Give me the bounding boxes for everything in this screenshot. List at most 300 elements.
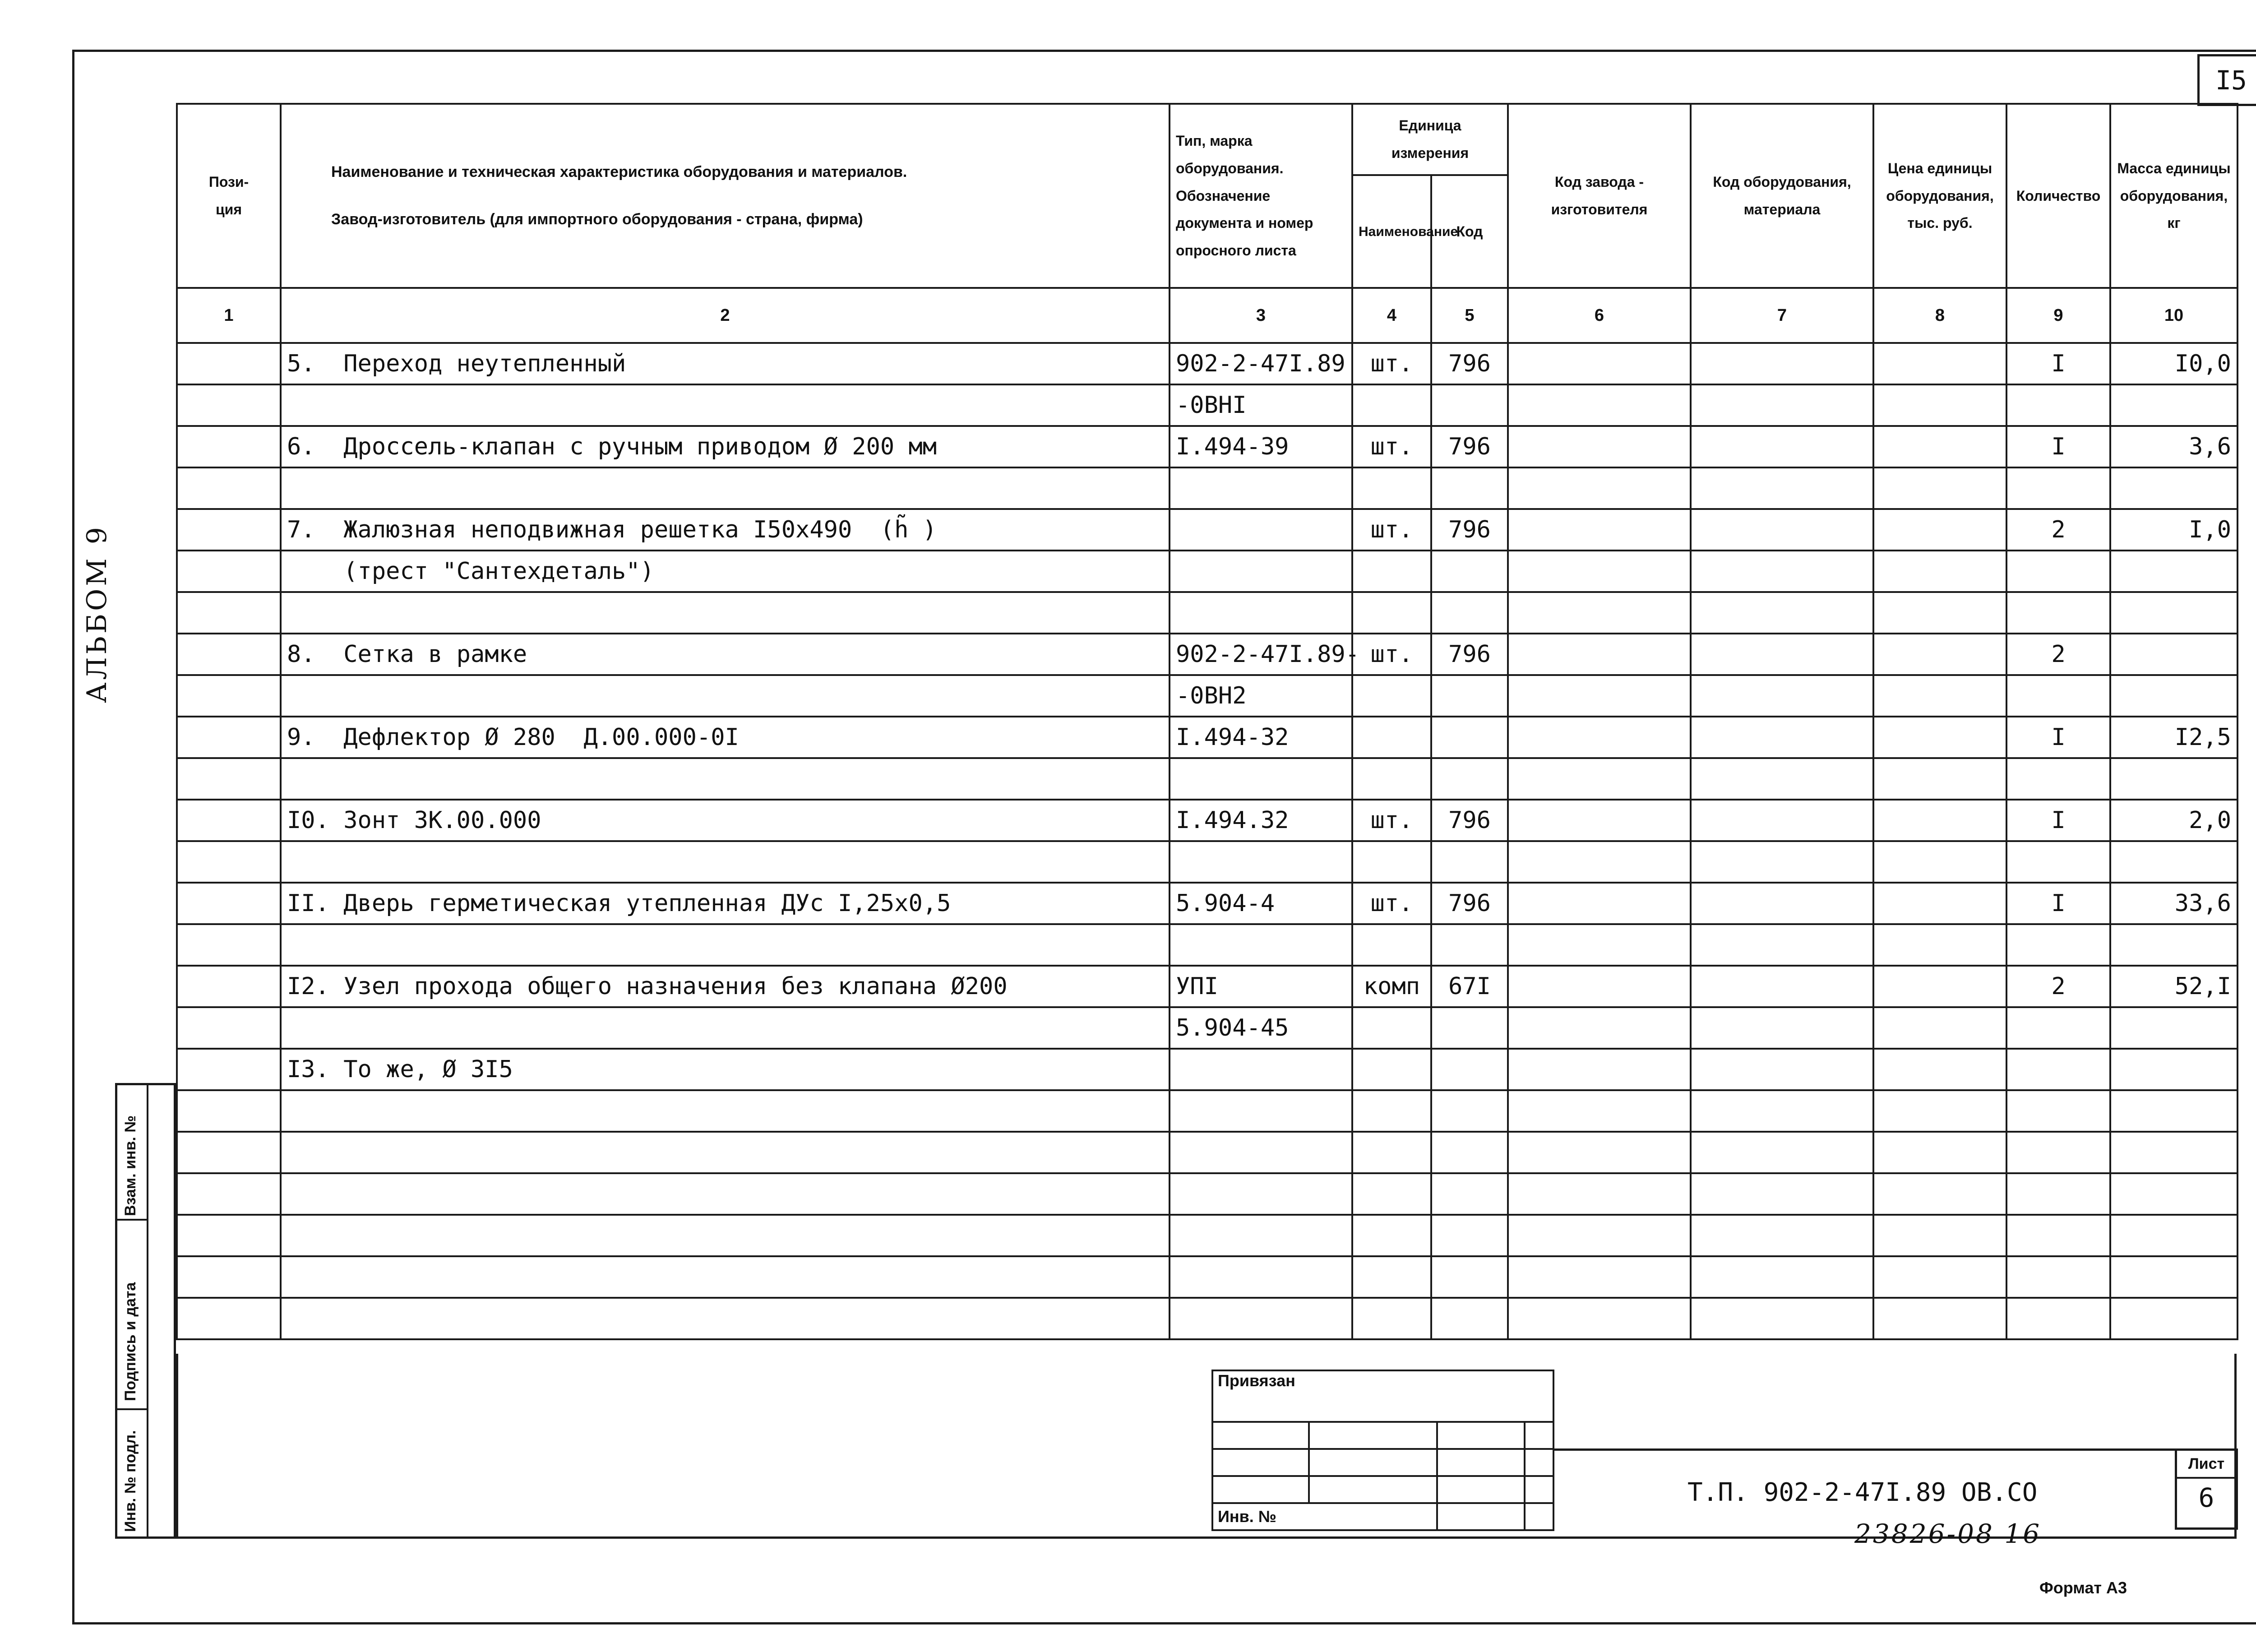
- header-position: Пози- ция: [177, 104, 281, 288]
- position-cell: [177, 883, 281, 924]
- equipment-code-cell: [1691, 551, 1873, 592]
- unit-cell: шт.: [1352, 883, 1431, 924]
- col-number: 10: [2110, 288, 2238, 343]
- price-cell: [1873, 1049, 2006, 1090]
- type-cell: [1170, 592, 1352, 634]
- header-price: Цена единицы оборудования, тыс. руб.: [1873, 104, 2006, 288]
- side-cell-sign-date: [117, 1221, 147, 1410]
- quantity-cell: [2006, 1090, 2110, 1132]
- unit-cell: шт.: [1352, 800, 1431, 841]
- header-type: Тип, марка оборудования. Обозначение документа и номер опросного листа: [1170, 104, 1352, 288]
- factory-code-cell: [1508, 841, 1691, 883]
- equipment-code-cell: [1691, 1215, 1873, 1256]
- table-row: [177, 467, 2238, 509]
- name-cell: [281, 675, 1170, 717]
- position-cell: [177, 924, 281, 966]
- quantity-cell: I: [2006, 883, 2110, 924]
- factory-code-cell: [1508, 1090, 1691, 1132]
- mass-cell: [2110, 758, 2238, 800]
- quantity-cell: [2006, 841, 2110, 883]
- mass-cell: [2110, 384, 2238, 426]
- position-cell: [177, 1298, 281, 1339]
- table-row: [177, 634, 2238, 675]
- mass-cell: I2,5: [2110, 717, 2238, 758]
- price-cell: [1873, 1256, 2006, 1298]
- table-row: [177, 841, 2238, 883]
- equipment-code-cell: [1691, 717, 1873, 758]
- type-cell: I.494-32: [1170, 717, 1352, 758]
- table-row: [177, 1256, 2238, 1298]
- price-cell: [1873, 758, 2006, 800]
- unit-cell: [1352, 1215, 1431, 1256]
- unit-code-cell: [1431, 467, 1508, 509]
- price-cell: [1873, 592, 2006, 634]
- equipment-code-cell: [1691, 384, 1873, 426]
- table-row: [177, 966, 2238, 1007]
- quantity-cell: [2006, 924, 2110, 966]
- name-cell: [281, 841, 1170, 883]
- equipment-code-cell: [1691, 509, 1873, 551]
- unit-code-cell: [1431, 1132, 1508, 1173]
- table-row: [177, 758, 2238, 800]
- header-quantity: Количество: [2006, 104, 2110, 288]
- type-cell: [1170, 1215, 1352, 1256]
- unit-code-cell: [1431, 1298, 1508, 1339]
- factory-code-cell: [1508, 1007, 1691, 1049]
- mass-cell: I0,0: [2110, 343, 2238, 384]
- table-row: [177, 1173, 2238, 1215]
- sheet-number: 6: [2198, 1482, 2214, 1513]
- price-cell: [1873, 966, 2006, 1007]
- col-number: 1: [177, 288, 281, 343]
- price-cell: [1873, 717, 2006, 758]
- equipment-code-cell: [1691, 841, 1873, 883]
- side-label-ref-inv: Взам. инв. №: [122, 1115, 139, 1216]
- price-cell: [1873, 1173, 2006, 1215]
- quantity-cell: I: [2006, 426, 2110, 467]
- name-cell: [281, 1132, 1170, 1173]
- type-cell: 902-2-47I.89: [1170, 343, 1352, 384]
- unit-code-cell: 67I: [1431, 966, 1508, 1007]
- name-cell: [281, 1215, 1170, 1256]
- unit-code-cell: [1431, 1215, 1508, 1256]
- col-number: 7: [1691, 288, 1873, 343]
- header-factory-code: Код завода - изготовителя: [1508, 104, 1691, 288]
- header-unit-group: Единица измерения: [1352, 104, 1508, 175]
- quantity-cell: [2006, 1256, 2110, 1298]
- type-cell: [1170, 841, 1352, 883]
- type-cell: [1170, 758, 1352, 800]
- handwritten-number: 23826-08 16: [1854, 1518, 2042, 1549]
- price-cell: [1873, 841, 2006, 883]
- equipment-code-cell: [1691, 634, 1873, 675]
- equipment-code-cell: [1691, 426, 1873, 467]
- unit-cell: [1352, 924, 1431, 966]
- unit-cell: [1352, 717, 1431, 758]
- name-cell: [281, 1256, 1170, 1298]
- price-cell: [1873, 1215, 2006, 1256]
- unit-code-cell: [1431, 1256, 1508, 1298]
- mass-cell: [2110, 1090, 2238, 1132]
- quantity-cell: [2006, 467, 2110, 509]
- unit-code-cell: [1431, 592, 1508, 634]
- unit-code-cell: [1431, 717, 1508, 758]
- quantity-cell: [2006, 758, 2110, 800]
- table-row: [177, 592, 2238, 634]
- name-cell: I2. Узел прохода общего назначения без клапана Ø200: [281, 966, 1170, 1007]
- factory-code-cell: [1508, 1132, 1691, 1173]
- factory-code-cell: [1508, 634, 1691, 675]
- unit-cell: [1352, 384, 1431, 426]
- specification-table: [176, 103, 2238, 1340]
- name-cell: [281, 924, 1170, 966]
- table-row: [177, 509, 2238, 551]
- table-row: [177, 924, 2238, 966]
- price-cell: [1873, 634, 2006, 675]
- factory-code-cell: [1508, 1049, 1691, 1090]
- mass-cell: 52,I: [2110, 966, 2238, 1007]
- col-number: 4: [1352, 288, 1431, 343]
- factory-code-cell: [1508, 384, 1691, 426]
- table-row: [177, 1007, 2238, 1049]
- unit-cell: [1352, 758, 1431, 800]
- album-label: АЛЬБОМ 9: [81, 524, 113, 703]
- col-number: 8: [1873, 288, 2006, 343]
- name-cell: I3. То же, Ø 3I5: [281, 1049, 1170, 1090]
- type-cell: [1170, 1298, 1352, 1339]
- price-cell: [1873, 551, 2006, 592]
- equipment-code-cell: [1691, 883, 1873, 924]
- unit-code-cell: 796: [1431, 634, 1508, 675]
- table-row: [177, 1215, 2238, 1256]
- stamp-inv-label: Инв. №: [1212, 1503, 1437, 1530]
- position-cell: [177, 1215, 281, 1256]
- equipment-code-cell: [1691, 675, 1873, 717]
- type-cell: -0ВНI: [1170, 384, 1352, 426]
- type-cell: [1170, 1173, 1352, 1215]
- equipment-code-cell: [1691, 800, 1873, 841]
- position-cell: [177, 384, 281, 426]
- unit-cell: [1352, 551, 1431, 592]
- factory-code-cell: [1508, 467, 1691, 509]
- side-cell-orig-inv: [117, 1410, 147, 1539]
- side-cell-ref-inv: [117, 1085, 147, 1221]
- format-label: Формат А3: [2039, 1578, 2127, 1597]
- type-cell: [1170, 467, 1352, 509]
- side-label-sign-date: Подпись и дата: [122, 1282, 139, 1401]
- mass-cell: [2110, 675, 2238, 717]
- unit-cell: [1352, 467, 1431, 509]
- quantity-cell: [2006, 592, 2110, 634]
- unit-code-cell: [1431, 841, 1508, 883]
- equipment-code-cell: [1691, 758, 1873, 800]
- factory-code-cell: [1508, 675, 1691, 717]
- table-row: [177, 717, 2238, 758]
- name-cell: [281, 1007, 1170, 1049]
- price-cell: [1873, 1298, 2006, 1339]
- factory-code-cell: [1508, 758, 1691, 800]
- table-row: [177, 883, 2238, 924]
- position-cell: [177, 509, 281, 551]
- side-label-orig-inv: Инв. № подл.: [122, 1430, 139, 1532]
- factory-code-cell: [1508, 1298, 1691, 1339]
- table-row: [177, 1298, 2238, 1339]
- price-cell: [1873, 1132, 2006, 1173]
- type-cell: 902-2-47I.89-: [1170, 634, 1352, 675]
- mass-cell: [2110, 841, 2238, 883]
- unit-cell: [1352, 1173, 1431, 1215]
- type-cell: [1170, 509, 1352, 551]
- table-row: [177, 675, 2238, 717]
- factory-code-cell: [1508, 1215, 1691, 1256]
- mass-cell: [2110, 924, 2238, 966]
- unit-code-cell: 796: [1431, 426, 1508, 467]
- position-cell: [177, 675, 281, 717]
- name-cell: I0. Зонт ЗК.00.000: [281, 800, 1170, 841]
- header-name-title: Наименование и техническая характеристика оборудования и материалов.: [331, 163, 907, 181]
- name-cell: [281, 592, 1170, 634]
- quantity-cell: 2: [2006, 509, 2110, 551]
- name-cell: II. Дверь герметическая утепленная ДУс I,25х0,5: [281, 883, 1170, 924]
- factory-code-cell: [1508, 717, 1691, 758]
- position-cell: [177, 841, 281, 883]
- unit-cell: [1352, 1049, 1431, 1090]
- quantity-cell: 2: [2006, 966, 2110, 1007]
- position-cell: [177, 800, 281, 841]
- factory-code-cell: [1508, 924, 1691, 966]
- unit-cell: комп: [1352, 966, 1431, 1007]
- factory-code-cell: [1508, 426, 1691, 467]
- sheet-corner-number: I5: [2197, 54, 2256, 106]
- equipment-code-cell: [1691, 924, 1873, 966]
- quantity-cell: [2006, 1173, 2110, 1215]
- equipment-code-cell: [1691, 1298, 1873, 1339]
- unit-cell: [1352, 841, 1431, 883]
- title-block-top-line: [1554, 1448, 2238, 1451]
- mass-cell: 3,6: [2110, 426, 2238, 467]
- factory-code-cell: [1508, 1256, 1691, 1298]
- col-number: 9: [2006, 288, 2110, 343]
- quantity-cell: [2006, 1298, 2110, 1339]
- col-number: 6: [1508, 288, 1691, 343]
- sheet-box: [2175, 1448, 2238, 1530]
- position-cell: [177, 1256, 281, 1298]
- position-cell: [177, 551, 281, 592]
- header-unit-code: Код: [1431, 175, 1508, 288]
- quantity-cell: I: [2006, 800, 2110, 841]
- unit-code-cell: 796: [1431, 800, 1508, 841]
- document-code: Т.П. 902-2-47I.89 ОВ.СО: [1687, 1478, 2038, 1507]
- bottom-block-frame: [176, 1354, 2237, 1539]
- unit-code-cell: [1431, 1007, 1508, 1049]
- equipment-code-cell: [1691, 343, 1873, 384]
- unit-code-cell: [1431, 1049, 1508, 1090]
- mass-cell: [2110, 1132, 2238, 1173]
- table-row: [177, 426, 2238, 467]
- unit-code-cell: 796: [1431, 883, 1508, 924]
- unit-code-cell: [1431, 1173, 1508, 1215]
- unit-cell: [1352, 1298, 1431, 1339]
- col-number: 2: [281, 288, 1170, 343]
- table-row: [177, 1049, 2238, 1090]
- factory-code-cell: [1508, 592, 1691, 634]
- column-number-row: [177, 288, 2238, 343]
- unit-cell: шт.: [1352, 343, 1431, 384]
- type-cell: 5.904-4: [1170, 883, 1352, 924]
- equipment-code-cell: [1691, 1090, 1873, 1132]
- name-cell: [281, 758, 1170, 800]
- price-cell: [1873, 509, 2006, 551]
- type-cell: УПI: [1170, 966, 1352, 1007]
- mass-cell: [2110, 1049, 2238, 1090]
- unit-cell: [1352, 1090, 1431, 1132]
- type-cell: [1170, 1090, 1352, 1132]
- name-cell: 8. Сетка в рамке: [281, 634, 1170, 675]
- position-cell: [177, 1173, 281, 1215]
- name-cell: [281, 1090, 1170, 1132]
- mass-cell: [2110, 1215, 2238, 1256]
- quantity-cell: [2006, 1049, 2110, 1090]
- type-cell: I.494.32: [1170, 800, 1352, 841]
- position-cell: [177, 592, 281, 634]
- position-cell: [177, 426, 281, 467]
- name-cell: [281, 467, 1170, 509]
- quantity-cell: [2006, 1007, 2110, 1049]
- price-cell: [1873, 924, 2006, 966]
- side-strip-divider: [147, 1085, 148, 1536]
- type-cell: [1170, 924, 1352, 966]
- col-number: 5: [1431, 288, 1508, 343]
- header-mass: Масса единицы оборудования, кг: [2110, 104, 2238, 288]
- unit-cell: [1352, 592, 1431, 634]
- factory-code-cell: [1508, 343, 1691, 384]
- quantity-cell: [2006, 1215, 2110, 1256]
- type-cell: I.494-39: [1170, 426, 1352, 467]
- unit-cell: шт.: [1352, 634, 1431, 675]
- unit-cell: [1352, 675, 1431, 717]
- price-cell: [1873, 1007, 2006, 1049]
- equipment-code-cell: [1691, 1256, 1873, 1298]
- unit-code-cell: 796: [1431, 343, 1508, 384]
- name-cell: 5. Переход неутепленный: [281, 343, 1170, 384]
- equipment-code-cell: [1691, 966, 1873, 1007]
- price-cell: [1873, 883, 2006, 924]
- header-unit-name: Наименование: [1352, 175, 1431, 288]
- side-approval-strip: [115, 1083, 176, 1539]
- table-row: [177, 384, 2238, 426]
- mass-cell: [2110, 551, 2238, 592]
- name-cell: 7. Жалюзная неподвижная решетка I50х490 (h̃ ): [281, 509, 1170, 551]
- name-cell: [281, 1173, 1170, 1215]
- position-cell: [177, 1132, 281, 1173]
- factory-code-cell: [1508, 551, 1691, 592]
- unit-code-cell: [1431, 384, 1508, 426]
- name-cell: [281, 384, 1170, 426]
- position-cell: [177, 1090, 281, 1132]
- price-cell: [1873, 675, 2006, 717]
- unit-cell: [1352, 1132, 1431, 1173]
- table-row: [177, 1132, 2238, 1173]
- position-cell: [177, 1007, 281, 1049]
- position-cell: [177, 758, 281, 800]
- position-cell: [177, 1049, 281, 1090]
- table-row: [177, 800, 2238, 841]
- equipment-code-cell: [1691, 1173, 1873, 1215]
- equipment-code-cell: [1691, 1007, 1873, 1049]
- factory-code-cell: [1508, 509, 1691, 551]
- price-cell: [1873, 343, 2006, 384]
- name-cell: 9. Дефлектор Ø 280 Д.00.000-0I: [281, 717, 1170, 758]
- price-cell: [1873, 1090, 2006, 1132]
- table-row: [177, 1090, 2238, 1132]
- equipment-code-cell: [1691, 592, 1873, 634]
- quantity-cell: 2: [2006, 634, 2110, 675]
- position-cell: [177, 343, 281, 384]
- table-row: [177, 551, 2238, 592]
- mass-cell: [2110, 1298, 2238, 1339]
- name-cell: 6. Дроссель-клапан с ручным приводом Ø 200 мм: [281, 426, 1170, 467]
- unit-code-cell: [1431, 1090, 1508, 1132]
- unit-code-cell: [1431, 551, 1508, 592]
- price-cell: [1873, 467, 2006, 509]
- unit-cell: [1352, 1007, 1431, 1049]
- position-cell: [177, 717, 281, 758]
- name-cell: (трест "Сантехдеталь"): [281, 551, 1170, 592]
- position-cell: [177, 966, 281, 1007]
- price-cell: [1873, 384, 2006, 426]
- unit-cell: шт.: [1352, 426, 1431, 467]
- sheet-label: Лист: [2177, 1451, 2236, 1479]
- mass-cell: [2110, 592, 2238, 634]
- factory-code-cell: [1508, 800, 1691, 841]
- mass-cell: 33,6: [2110, 883, 2238, 924]
- table-row: [177, 343, 2238, 384]
- equipment-code-cell: [1691, 1132, 1873, 1173]
- mass-cell: [2110, 467, 2238, 509]
- col-number: 3: [1170, 288, 1352, 343]
- mass-cell: [2110, 634, 2238, 675]
- type-cell: [1170, 1132, 1352, 1173]
- name-cell: [281, 1298, 1170, 1339]
- unit-code-cell: [1431, 675, 1508, 717]
- mass-cell: [2110, 1007, 2238, 1049]
- binding-stamp: [1211, 1370, 1554, 1531]
- quantity-cell: [2006, 1132, 2110, 1173]
- header-equipment-code: Код оборудования, материала: [1691, 104, 1873, 288]
- stamp-bound-label: Привязан: [1212, 1370, 1553, 1422]
- type-cell: [1170, 551, 1352, 592]
- quantity-cell: [2006, 384, 2110, 426]
- unit-code-cell: 796: [1431, 509, 1508, 551]
- unit-code-cell: [1431, 924, 1508, 966]
- unit-code-cell: [1431, 758, 1508, 800]
- equipment-code-cell: [1691, 1049, 1873, 1090]
- factory-code-cell: [1508, 883, 1691, 924]
- quantity-cell: [2006, 551, 2110, 592]
- price-cell: [1873, 800, 2006, 841]
- mass-cell: [2110, 1256, 2238, 1298]
- quantity-cell: [2006, 675, 2110, 717]
- header-name-subtitle: Завод-изготовитель (для импортного оборудования - страна, фирма): [331, 211, 863, 228]
- type-cell: [1170, 1256, 1352, 1298]
- position-cell: [177, 467, 281, 509]
- header-name: [281, 104, 1170, 288]
- factory-code-cell: [1508, 1173, 1691, 1215]
- quantity-cell: I: [2006, 717, 2110, 758]
- price-cell: [1873, 426, 2006, 467]
- mass-cell: [2110, 1173, 2238, 1215]
- equipment-code-cell: [1691, 467, 1873, 509]
